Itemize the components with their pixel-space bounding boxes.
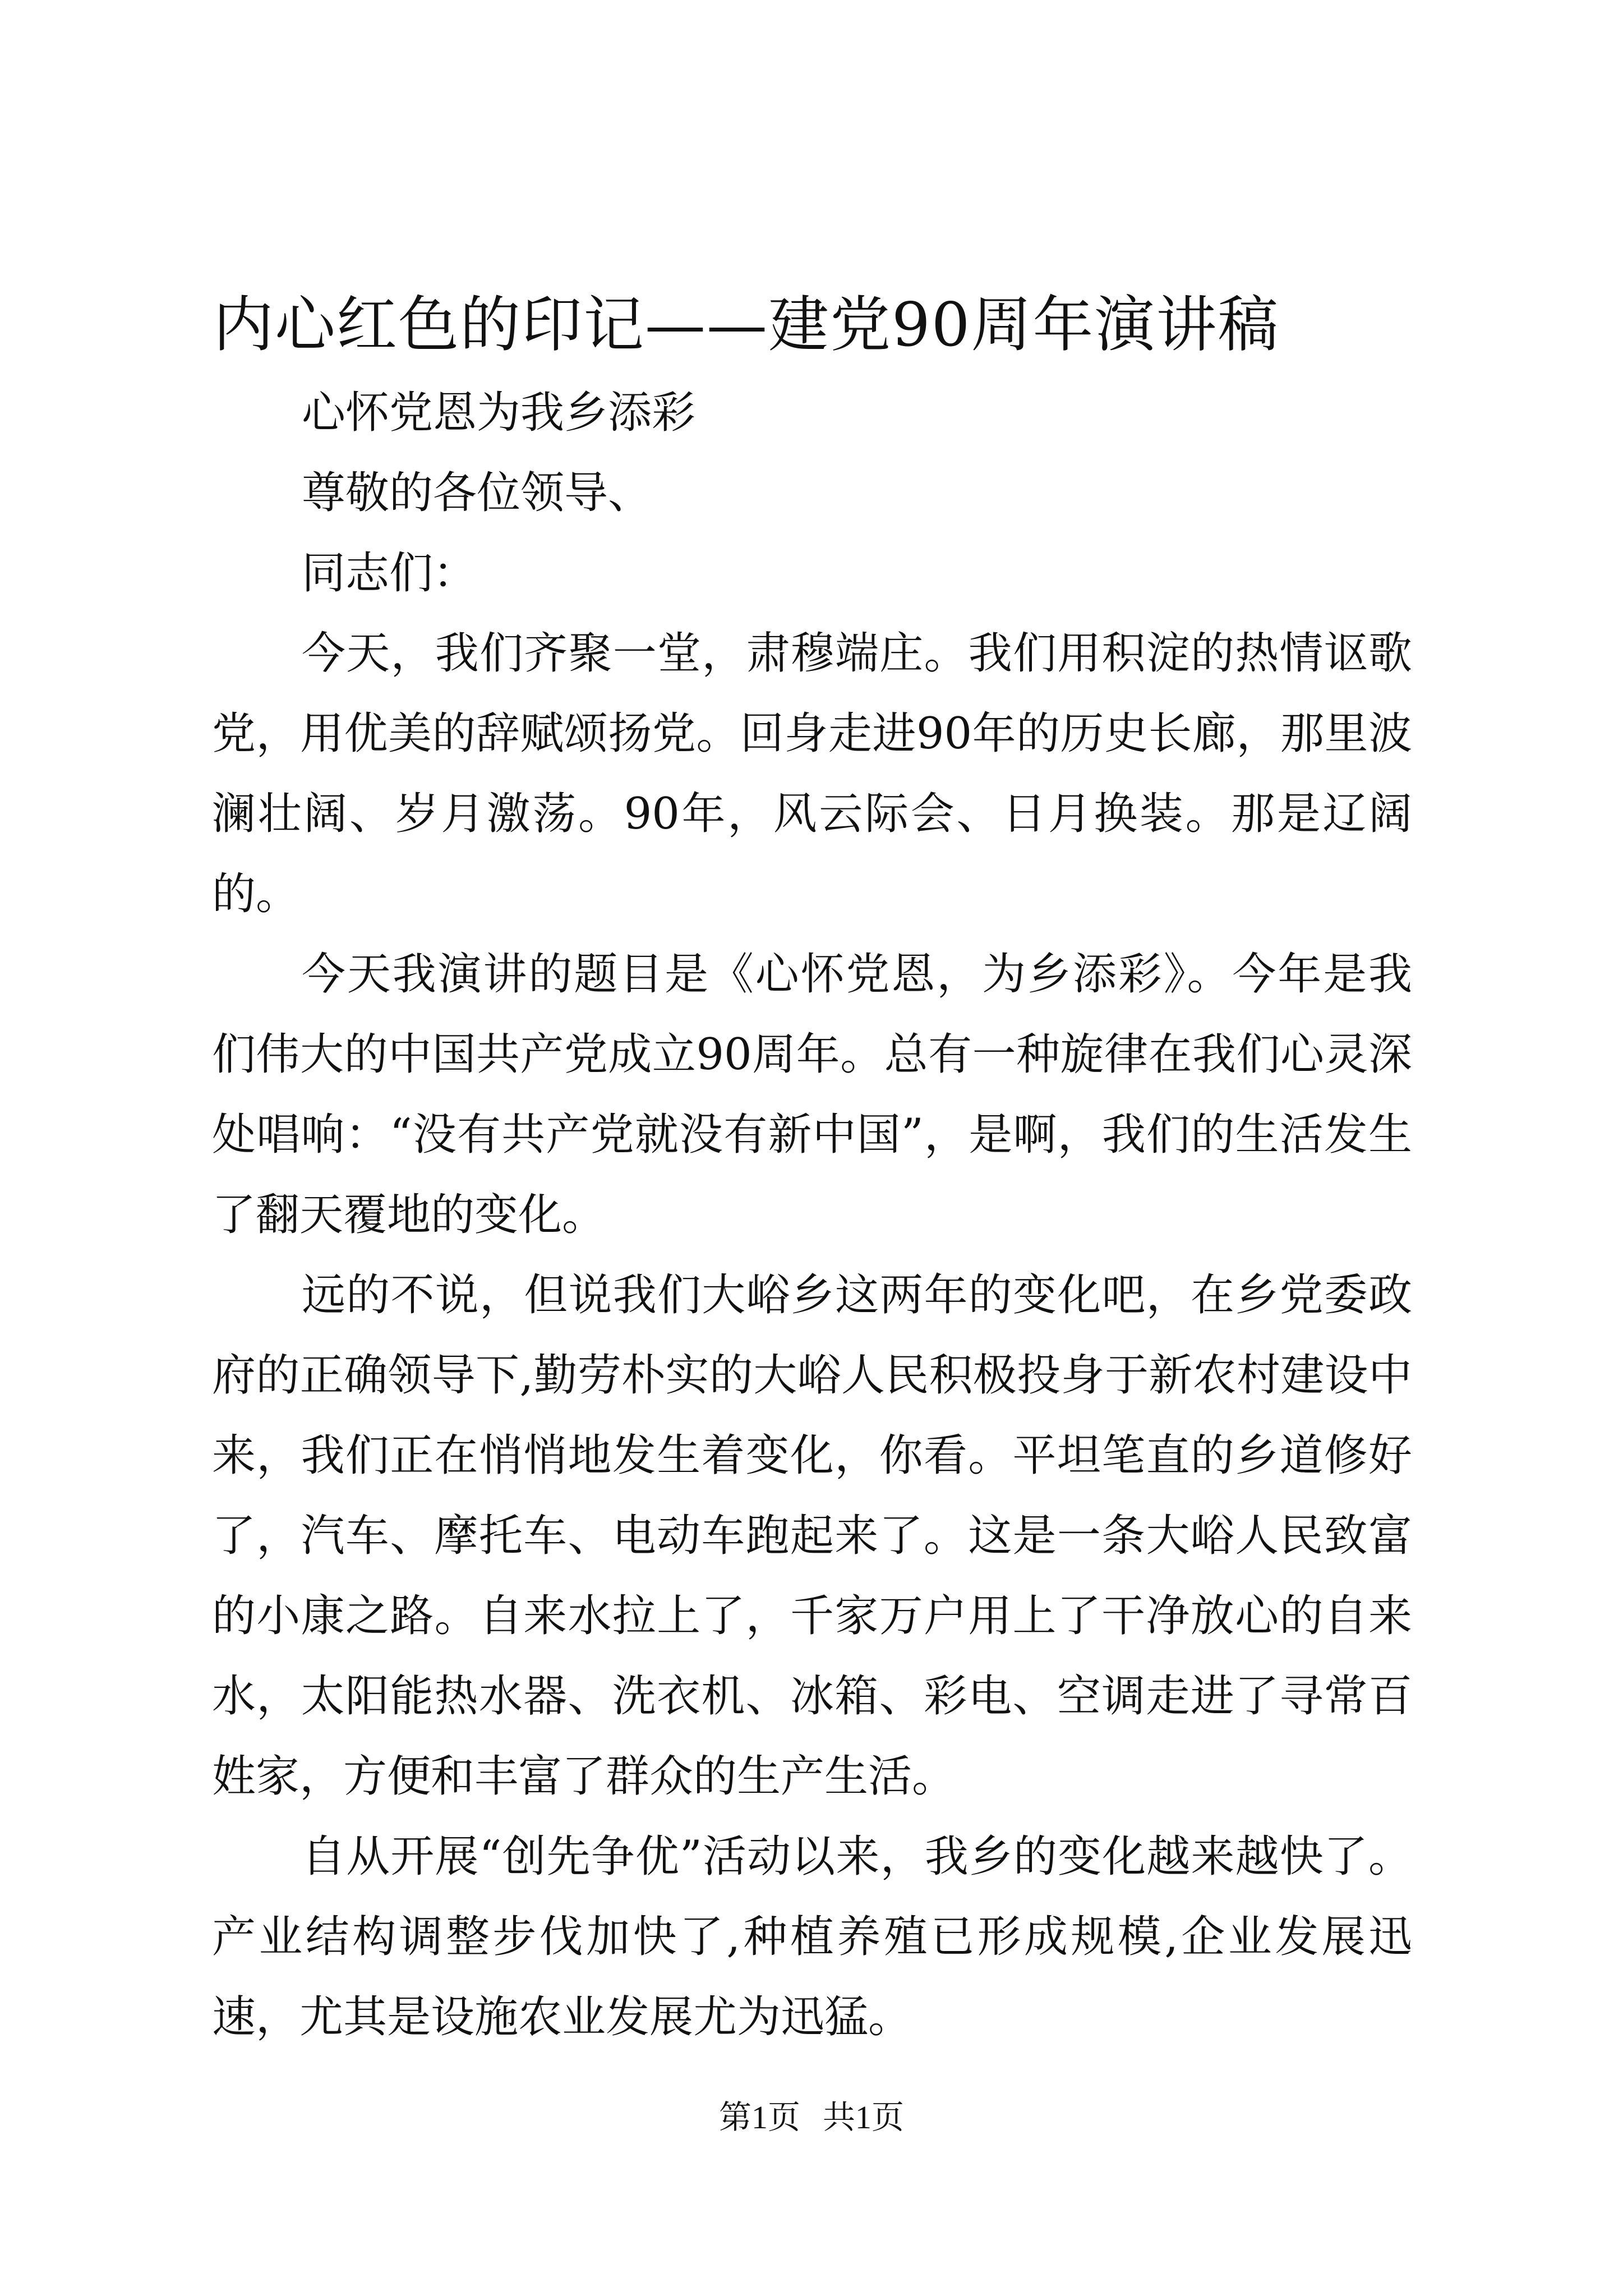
paragraph: 今天，我们齐聚一堂，肃穆端庄。我们用积淀的热情讴歌党，用优美的辞赋颂扬党。回身走进90年的历史长廊，那里波澜壮阔、岁月激荡。90年，风云际会、日月换装。那是辽阔的。 — [212, 628, 1412, 919]
paragraph: 远的不说，但说我们大峪乡这两年的变化吧，在乡党委政府的正确领导下,勤劳朴实的大峪人民积极投身于新农村建设中来，我们正在悄悄地发生着变化，你看。平坦笔直的乡道修好了，汽车、摩托车、电动车跑起来了。这是一条大峪人民致富的小康之路。自来水拉上了，千家万户用上了干净放心的自来水，太阳能热水器、洗衣机、冰箱、彩电、空调走进了寻常百姓家，方便和丰富了群众的生产生活。 — [212, 1270, 1412, 1802]
page-footer — [0, 2095, 1623, 2140]
page-total: 共1页 — [823, 2099, 905, 2136]
page-number: 第1页 — [718, 2099, 800, 2136]
paragraph: 今天我演讲的题目是《心怀党恩，为乡添彩》。今年是我们伟大的中国共产党成立90周年。总有一种旋律在我们心灵深处唱响：“没有共产党就没有新中国”，是啊，我们的生活发生了翻天覆地的变化。 — [212, 949, 1412, 1240]
paragraph-subtitle: 心怀党恩为我乡添彩 — [302, 388, 696, 438]
paragraph-salutation: 尊敬的各位领导、 — [302, 468, 652, 518]
paragraph: 自从开展“创先争优”活动以来，我乡的变化越来越快了。产业结构调整步伐加快了,种植养殖已形成规模,企业发展迅速，尤其是设施农业发展尤为迅猛。 — [212, 1832, 1412, 2042]
document-title: 内心红色的印记——建党90周年演讲稿 — [213, 290, 1280, 360]
document-body — [212, 373, 1412, 2058]
paragraph-salutation-cont: 同志们： — [302, 548, 477, 599]
